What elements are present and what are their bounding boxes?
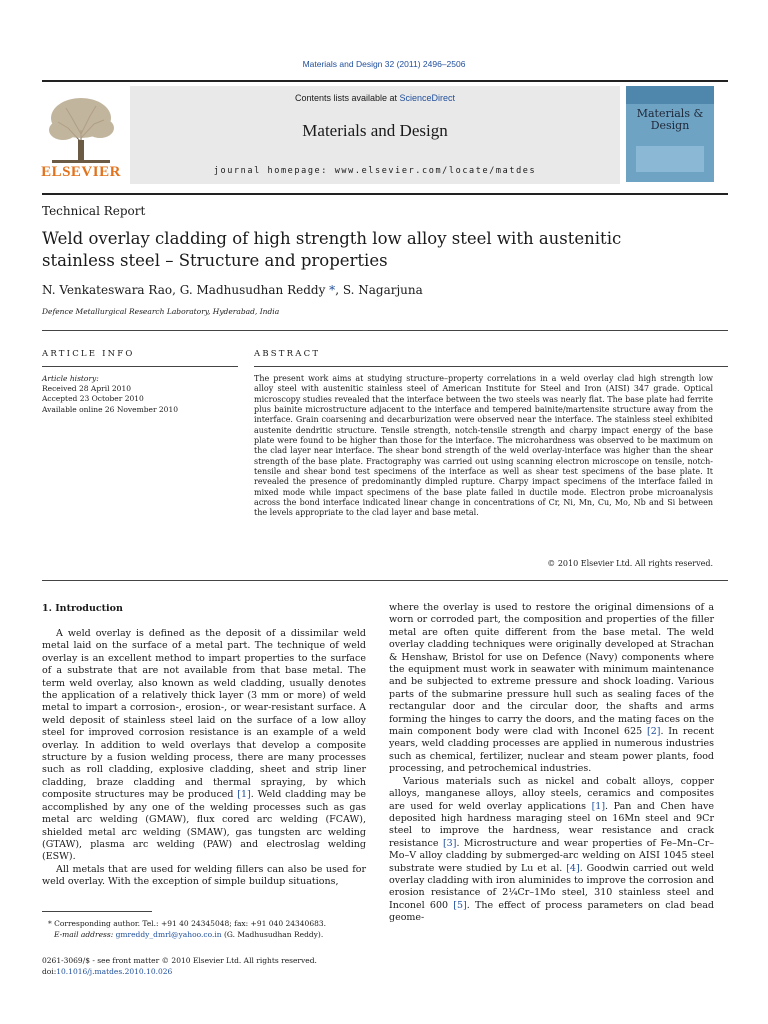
elsevier-logo[interactable] xyxy=(38,90,124,182)
divider xyxy=(42,330,728,331)
reference-link[interactable]: [4] xyxy=(566,862,580,874)
email-suffix: (G. Madhusudhan Reddy). xyxy=(221,930,324,939)
contents-line xyxy=(130,93,620,103)
page-footer xyxy=(42,955,317,977)
footnote-text: Corresponding author. Tel.: +91 40 24345048; fax: +91 040 24340683. xyxy=(51,919,327,928)
reference-link[interactable]: [1] xyxy=(591,800,606,812)
paragraph-text: . The effect of process parameters on clad bead geome- xyxy=(389,899,714,924)
reference-link[interactable]: [5] xyxy=(453,899,467,911)
paragraph xyxy=(389,602,714,776)
header-rule-top xyxy=(42,80,728,82)
article-type: Technical Report xyxy=(42,204,146,218)
divider xyxy=(42,580,728,581)
corresponding-author-note xyxy=(42,918,372,929)
cover-band xyxy=(626,86,714,104)
footnote-rule xyxy=(42,911,152,912)
issn-line: 0261-3069/$ - see front matter © 2010 Elsevier Ltd. All rights reserved. xyxy=(42,956,317,965)
email-label: E-mail address: xyxy=(54,930,116,939)
journal-citation[interactable]: Materials and Design 32 (2011) 2496–2506 xyxy=(302,59,466,69)
affiliation: Defence Metallurgical Research Laboratory, Hyderabad, India xyxy=(42,307,280,316)
email-line xyxy=(42,929,372,940)
reference-link[interactable]: [1] xyxy=(237,789,251,801)
paragraph-text: . Weld cladding may be accomplished by any one of the welding processes such as gas metal arc welding (GMAW), flux cored arc welding (FCAW), shielded metal arc welding (SMAW), gas tungsten arc welding (GTAW), plasma arc welding (PAW) and electroslag welding (ESW). xyxy=(42,789,366,863)
corresponding-author-mark[interactable]: * xyxy=(325,283,336,297)
header-rule-bottom xyxy=(42,193,728,195)
article-history xyxy=(42,374,242,415)
paragraph-text: where the overlay is used to restore the original dimensions of a worn or corroded part, the composition and properties of the filler metal are often quite different from the base metal. The weld overlay cladding techniques were originally developed at Strachan & Henshaw, Bristol for use on Defence (Navy) components where the equipment must work in seawater with minimum maintenance and be subjected to extreme pressure and shock loading. Various parts of the submarine pressure hull such as sealing faces of the rectangular door and the circular door, the shafts and arms forming the hinges to carry the doors, and the mating faces on the main component body were clad with Inconel 625 xyxy=(389,602,714,738)
body-column-right xyxy=(389,602,714,925)
paragraph-text: . Microstructure and wear properties of Fe–Mn–Cr–Mo–V alloy cladding by submerged-arc welding on AISI 1045 steel substrate were studied by Lu et al. xyxy=(389,837,714,874)
cover-title: Materials & Design xyxy=(636,107,704,132)
reference-link[interactable]: [2] xyxy=(646,726,661,738)
divider xyxy=(254,366,728,367)
sciencedirect-link[interactable]: ScienceDirect xyxy=(399,93,456,103)
section-heading: 1. Introduction xyxy=(42,603,123,614)
abstract-text: The present work aims at studying structure–property correlations in a weld overlay clad high strength low alloy steel with austenitic stainless steel of American Institute for Steel and Iron (AISI) 347 grade. Optical microscopy studies revealed that the interface between the two steels was nearly flat. The base plate had ferrite plus bainite microstructure adjacent to the interface and tempered bainite/martensite structure away from the interface. Grain coarsening and decarburization were observed near the interface. The stainless steel exhibited austenite dendritic structure. Tensile strength, notch-tensile strength and charpy impact energy of the base plate were found to be higher than those for the interface. The microhardness was observed to be maximum on the clad layer near interface. The shear bond strength of the weld overlay-interface was higher than the shear strength of the base plate. Fractography was carried out using scanning electron microscope on tensile, notch-tensile and shear bond test specimens of the interface as well as shear test specimens of the base plate. It revealed the presence of predominantly dimpled rupture. Charpy impact specimens of the interface failed in mixed mode while impact specimens of the base plate failed in ductile mode. Electron probe microanalysis across the bond interface indicated linear change in concentrations of Cr, Ni, Mn, Cu, Mo, Nb and Si between the levels appropriate to the clad layer and base metal. xyxy=(254,374,713,518)
history-label: Article history: xyxy=(42,374,99,383)
abstract-heading: ABSTRACT xyxy=(254,349,321,359)
received-date: Received 28 April 2010 xyxy=(42,384,131,394)
doi-label: doi: xyxy=(42,967,57,976)
journal-homepage[interactable]: journal homepage: www.elsevier.com/locate/matdes xyxy=(213,166,537,176)
paragraph xyxy=(42,628,366,864)
article-info-heading: ARTICLE INFO xyxy=(42,349,135,359)
online-date: Available online 26 November 2010 xyxy=(42,404,178,414)
paragraph-text: . Goodwin carried out weld overlay cladding with iron aluminides to improve the corrosion and erosion resistance of 2¼Cr–1Mo steel, 310 stainless steel and Inconel 600 xyxy=(389,862,714,911)
paragraph xyxy=(389,776,714,925)
authors xyxy=(42,283,423,297)
publisher-name: ELSEVIER xyxy=(41,164,121,180)
paragraph-text: Various materials such as nickel and cobalt alloys, copper alloys, manganese alloys, alloy steels, ceramics and composites are used for weld overlay applications xyxy=(389,775,714,812)
email-link[interactable]: gmreddy_dmrl@yahoo.co.in xyxy=(115,930,222,939)
paragraph-text: . Pan and Chen have deposited high hardness maraging steel on 16Mn steel and 9Cr steel to improve the hardness, wear resistance and crack resistance xyxy=(389,800,714,849)
doi-line xyxy=(42,966,317,977)
accepted-date: Accepted 23 October 2010 xyxy=(42,394,144,404)
footnote-mark: * xyxy=(48,919,52,928)
paragraph-text: . In recent years, weld cladding processes are applied in numerous industries such as chemical, fertilizer, nuclear and steam power plants, food processing, and petrochemical industries. xyxy=(389,726,714,775)
reference-link[interactable]: [3] xyxy=(442,837,457,849)
paragraph: All metals that are used for welding fillers can also be used for weld overlay. With the exception of simple buildup situations, xyxy=(42,863,366,888)
body-column-left xyxy=(42,628,366,889)
cover-graphic xyxy=(636,146,704,172)
doi-link[interactable]: 10.1016/j.matdes.2010.10.026 xyxy=(56,967,173,976)
authors-last: , S. Nagarjuna xyxy=(335,283,423,297)
article-title: Weld overlay cladding of high strength low alloy steel with austenitic stainless steel – Structure and properties xyxy=(42,229,622,270)
abstract-copyright: © 2010 Elsevier Ltd. All rights reserved. xyxy=(547,559,713,568)
paragraph-text: A weld overlay is defined as the deposit of a dissimilar weld metal laid on the surface of a metal part. The technique of weld overlay is an excellent method to impart properties to the surface of a substrate that are not available from that base metal. The term weld overlay, also known as weld cladding, usually denotes the application of a relatively thick layer (3 mm or more) of weld metal to impart a corrosion-, erosion-, or wear-resistant surface. A weld deposit of stainless steel laid on the surface of a low alloy steel for improved corrosion resistance is an example of a weld overlay. In addition to weld overlays that develop a composite structure by a fusion welding process, there are many processes such as roll cladding, explosive cladding, sheet and strip liner cladding, braze cladding and thermal spraying, by which composite structures may be produced xyxy=(42,628,366,801)
journal-title: Materials and Design xyxy=(302,121,448,140)
footnote xyxy=(42,918,372,940)
authors-list: N. Venkateswara Rao, G. Madhusudhan Reddy xyxy=(42,283,326,297)
divider xyxy=(42,366,238,367)
contents-prefix: Contents lists available at xyxy=(294,93,400,103)
journal-cover[interactable] xyxy=(626,86,714,182)
